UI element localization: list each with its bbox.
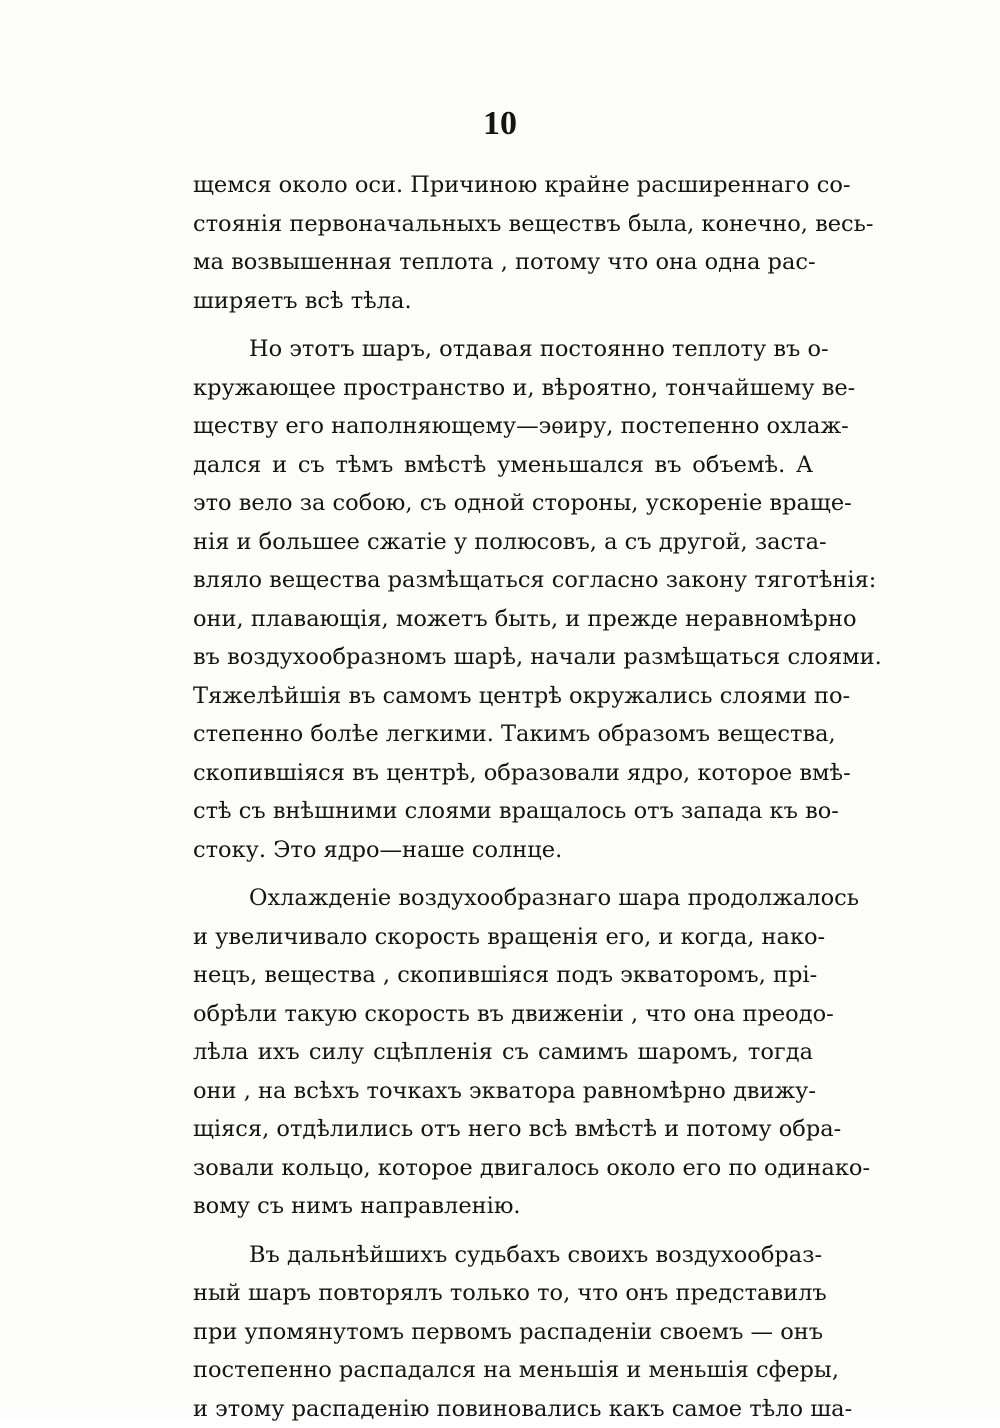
text-line: нія и большее сжатіе у полюсовъ, а съ другой, заста- [193,523,813,562]
paragraph [193,879,813,1226]
text-line: степенно болѣе легкими. Такимъ образомъ вещества, [193,715,813,754]
paragraph [193,330,813,869]
text-line: они , на всѣхъ точкахъ экватора равномѣрно движу- [193,1072,813,1111]
text-line: лѣла ихъ силу сцѣпленія съ самимъ шаромъ, тогда [193,1033,813,1072]
text-line: постепенно распадался на меньшія и меньшія сферы, [193,1351,813,1390]
text-line: ный шаръ повторялъ только то, что онъ представилъ [193,1274,813,1313]
text-line: и увеличивало скорость вращенія его, и когда, нако- [193,918,813,957]
text-line: стѣ съ внѣшними слоями вращалось отъ запада къ во- [193,792,813,831]
text-line: вому съ нимъ направленію. [193,1187,813,1226]
text-line: и этому распаденію повиновались какъ самое тѣло ша- [193,1390,813,1428]
text-line: обрѣли такую скорость въ движеніи , что она преодо- [193,995,813,1034]
text-line: скопившіяся въ центрѣ, образовали ядро, которое вмѣ- [193,754,813,793]
paragraph [193,1236,813,1428]
text-line: нецъ, вещества , скопившіяся подъ экваторомъ, прі- [193,956,813,995]
body-text [193,166,813,1428]
text-line: стоянія первоначальныхъ веществъ была, конечно, весь- [193,205,813,244]
text-line: Охлажденіе воздухообразнаго шара продолжалось [193,879,813,918]
text-line: стоку. Это ядро—наше солнце. [193,831,813,870]
text-line: ширяетъ всѣ тѣла. [193,282,813,321]
text-line: Въ дальнѣйшихъ судьбахъ своихъ воздухообраз- [193,1236,813,1275]
text-line: дался и съ тѣмъ вмѣстѣ уменьшался въ объемѣ. А [193,446,813,485]
text-line: при упомянутомъ первомъ распаденіи своемъ — онъ [193,1313,813,1352]
text-line: ма возвышенная теплота , потому что она одна рас- [193,243,813,282]
text-line: ществу его наполняющему—эѳиру, постепенно охлаж- [193,407,813,446]
text-line: они, плавающія, можетъ быть, и прежде неравномѣрно [193,600,813,639]
page-number: 10 [0,104,1000,144]
text-line: щемся около оси. Причиною крайне расширеннаго со- [193,166,813,205]
text-line: щіяся, отдѣлились отъ него всѣ вмѣстѣ и потому обра- [193,1110,813,1149]
text-line: Тяжелѣйшія въ самомъ центрѣ окружались слоями по- [193,677,813,716]
text-line: въ воздухообразномъ шарѣ, начали размѣщаться слоями. [193,638,813,677]
paragraph [193,166,813,320]
text-line: зовали кольцо, которое двигалось около его по одинако- [193,1149,813,1188]
text-line: это вело за собою, съ одной стороны, ускореніе враще- [193,484,813,523]
text-line: вляло вещества размѣщаться согласно закону тяготѣнія: [193,561,813,600]
text-line: кружающее пространство и, вѣроятно, тончайшему ве- [193,369,813,408]
text-line: Но этотъ шаръ, отдавая постоянно теплоту въ о- [193,330,813,369]
